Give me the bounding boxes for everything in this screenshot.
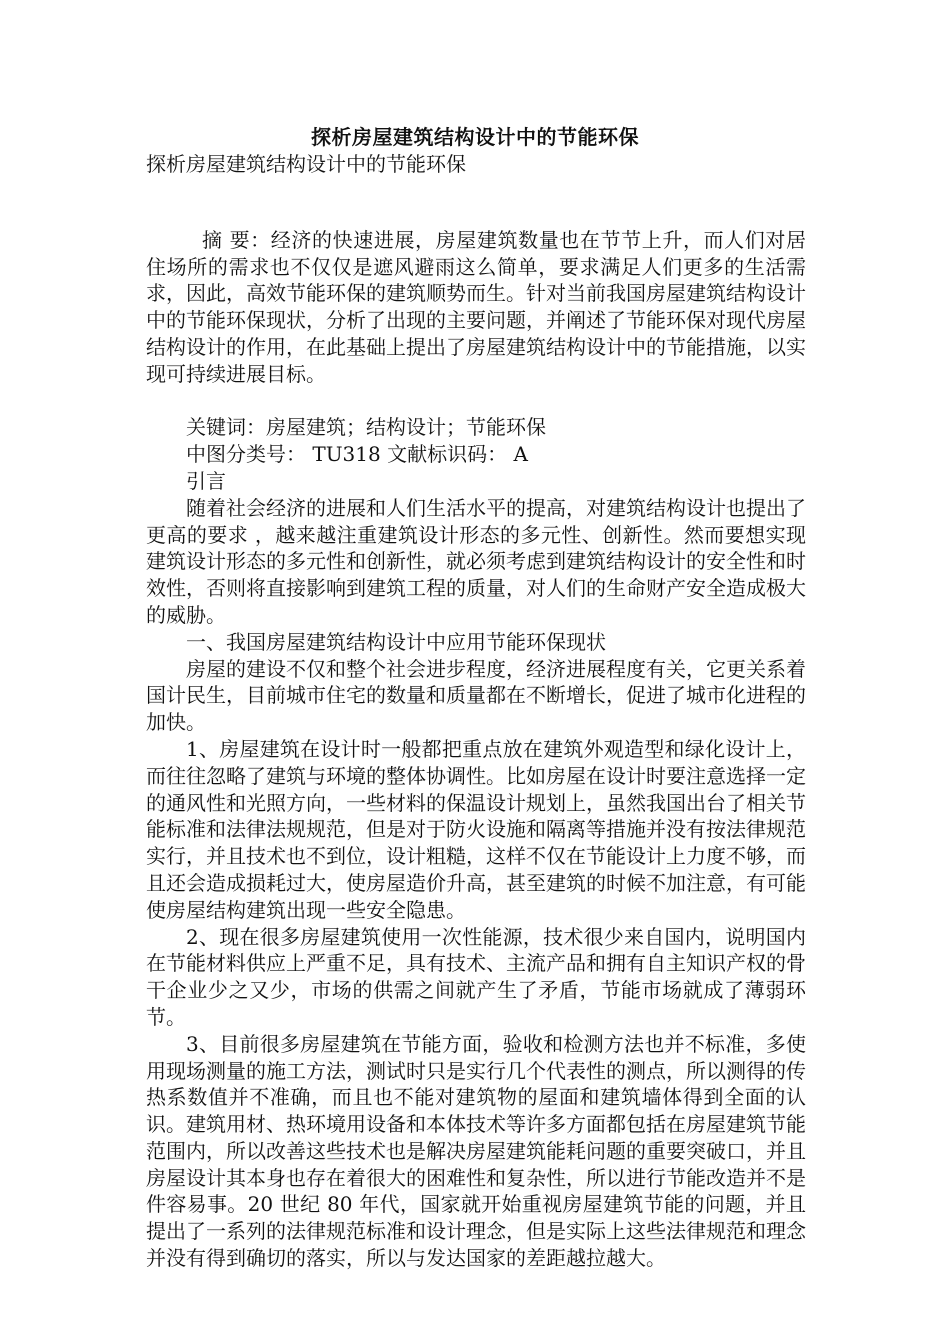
classification-line: 中图分类号： TU318 文献标识码： A [186,442,528,467]
document-title: 探析房屋建筑结构设计中的节能环保 [311,125,639,149]
section1-paragraph: 房屋的建设不仅和整个社会进步程度，经济进展程度有关，它更关系着国计民生，目前城市住宅的数量和质量都在不断增长，促进了城市化进程的加快。 [146,656,806,735]
document-body [146,200,806,1272]
abstract-paragraph: 摘 要：经济的快速进展，房屋建筑数量也在节节上升，而人们对居住场所的需求也不仅仅是遮风避雨这么简单，要求满足人们更多的生活需求，因此，高效节能环保的建筑顺势而生。针对当前我国房屋建筑结构设计中的节能环保现状，分析了出现的主要问题，并阐述了节能环保对现代房屋结构设计的作用，在此基础上提出了房屋建筑结构设计中的节能措施，以实现可持续进展目标。 [146,227,806,386]
list-item-2: 2、现在很多房屋建筑使用一次性能源，技术很少来自国内，说明国内在节能材料供应上严重不足，具有技术、主流产品和拥有自主知识产权的骨干企业少之又少，市场的供需之间就产生了矛盾，节能市场就成了薄弱环节。 [146,924,806,1029]
document-subtitle: 探析房屋建筑结构设计中的节能环保 [146,152,466,176]
section1-heading: 一、我国房屋建筑结构设计中应用节能环保现状 [186,629,606,654]
keywords-line: 关键词：房屋建筑；结构设计；节能环保 [186,415,546,440]
list-item-1: 1、房屋建筑在设计时一般都把重点放在建筑外观造型和绿化设计上，而往往忽略了建筑与环境的整体协调性。比如房屋在设计时要注意选择一定的通风性和光照方向，一些材料的保温设计规划上，虽然我国出台了相关节能标准和法律法规规范，但是对于防火设施和隔离等措施并没有按法律规范实行，并且技术也不到位，设计粗糙，这样不仅在节能设计上力度不够，而且还会造成损耗过大，使房屋造价升高，甚至建筑的时候不加注意，有可能使房屋结构建筑出现一些安全隐患。 [146,736,806,922]
blank-line [146,388,806,415]
intro-paragraph: 随着社会经济的进展和人们生活水平的提高，对建筑结构设计也提出了更高的要求 ，越来越注重建筑设计形态的多元性、创新性。然而要想实现建筑设计形态的多元性和创新性，就必须考虑到建筑结构设计的安全性和时效性，否则将直接影响到建筑工程的质量，对人们的生命财产安全造成极大的威胁。 [146,495,806,627]
intro-heading: 引言 [186,468,226,493]
blank-line [146,200,806,227]
list-item-3: 3、目前很多房屋建筑在节能方面，验收和检测方法也并不标准，多使用现场测量的施工方法，测试时只是实行几个代表性的测点，所以测得的传热系数值并不准确，而且也不能对建筑物的屋面和建筑墙体得到全面的认识。建筑用材、热环境用设备和本体技术等许多方面都包括在房屋建筑节能范围内，所以改善这些技术也是解决房屋建筑能耗问题的重要突破口，并且房屋设计其本身也存在着很大的困难性和复杂性，所以进行节能改造并不是件容易事。20 世纪 80 年代，国家就开始重视房屋建筑节能的问题，并且提出了一系列的法律规范标准和设计理念，但是实际上这些法律规范和理念并没有得到确切的落实，所以与发达国家的差距越拉越大。 [146,1031,806,1271]
